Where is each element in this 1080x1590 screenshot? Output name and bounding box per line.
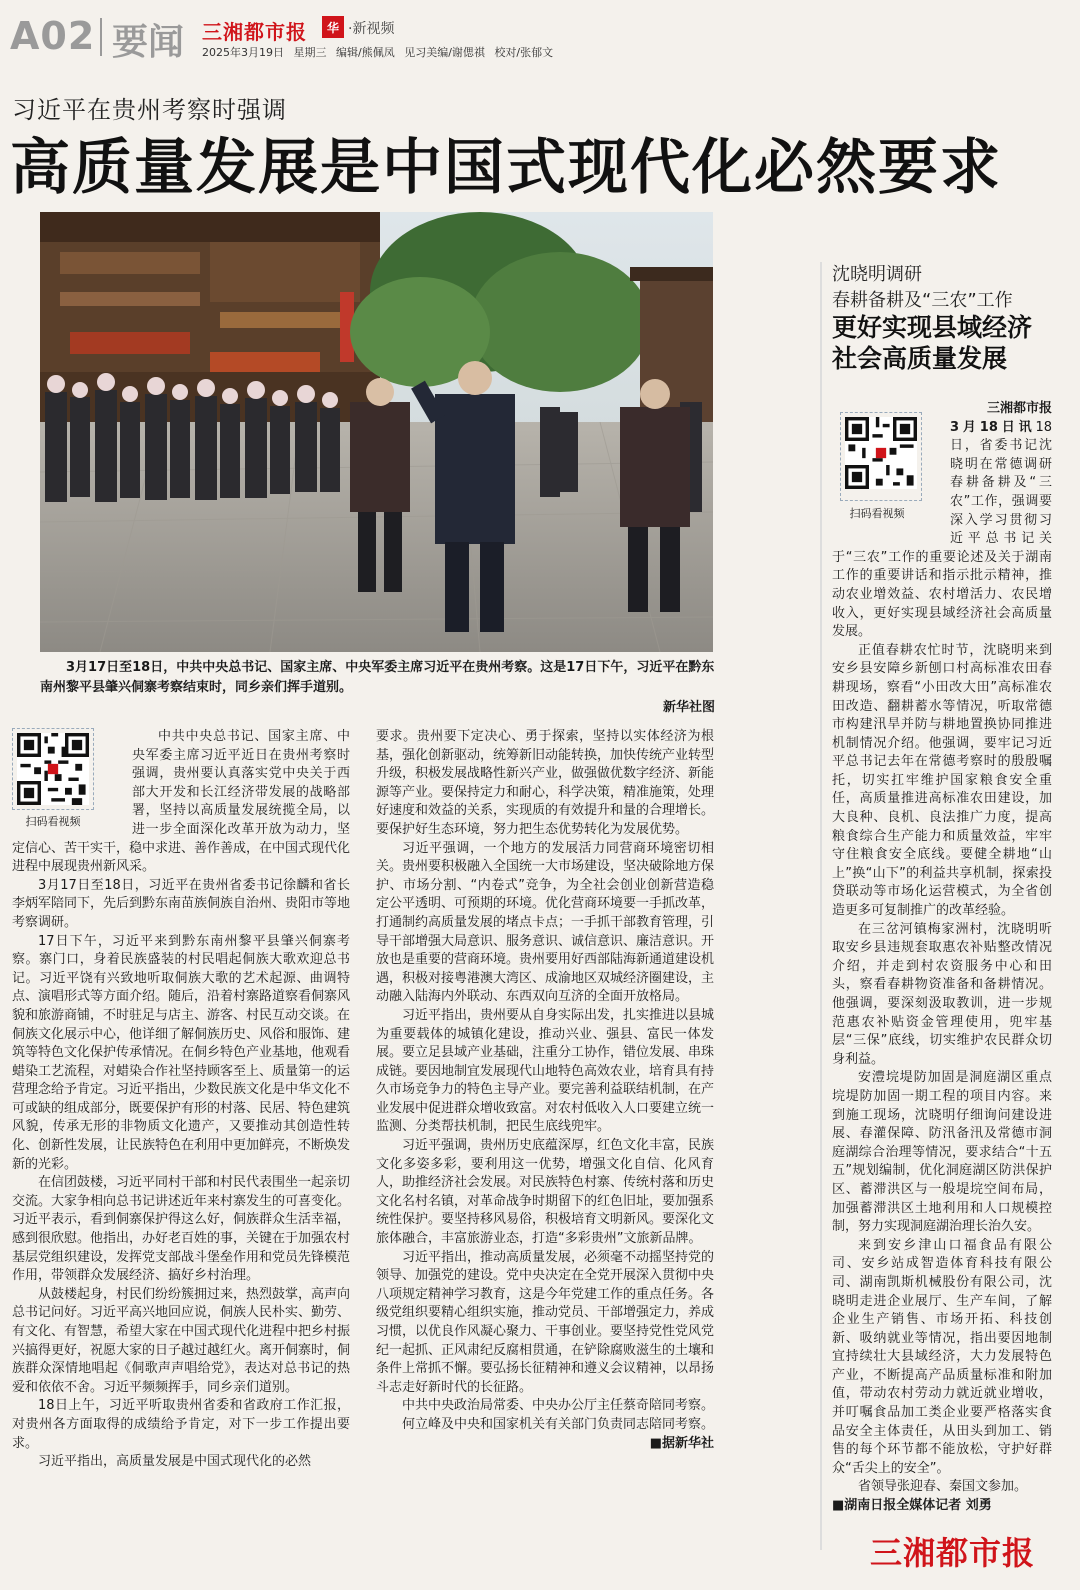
article-paragraph: 中共中央政治局常委、中央办公厅主任蔡奇陪同考察。 bbox=[402, 1398, 715, 1414]
article-paragraph: 要求。贵州要下定决心、勇于探索，坚持以实体经济为根基，强化创新驱动，统筹新旧动能转换，加快传统产业转型升级，积极发展战略性新兴产业，做强做优数字经济、新能源等产业。要保持定力和耐心，科学决策，精准施策，处理好速度和效益的关系，实现质的有效提升和量的合理增长。要保护好生态环境，努力把生态优势转化为发展优势。 bbox=[376, 729, 715, 837]
sidebar-column bbox=[832, 400, 1052, 1516]
sidebar-title bbox=[832, 312, 1032, 374]
article-paragraph: 17日下午，习近平来到黔东南州黎平县肇兴侗寨考察。寨门口，身着民族盛装的村民唱起侗族大歌欢迎总书记。习近平饶有兴致地听取侗族大歌的艺术起源、曲调特点、演唱形式等方面介绍。随后，沿着村寨路道察看侗寨风貌和旅游商铺，不时驻足与店主、游客、村民互动交谈。在侗族文化展示中心，他详细了解侗族历史、风俗和服饰、建筑等特色文化保护传承情况。在侗乡特色产业基地，他观看蜡染工艺流程，对蜡染合作社坚持顾客至上、质量第一的运营理念给予肯定。习近平指出，少数民族文化是中华文化不可或缺的组成部分，既要保护有形的村落、民居、特色建筑风貌，传承无形的非物质文化遗产，又要推动其创造性转化、创新性发展，让民族特色在利用中更加鲜亮，不断焕发新的光彩。 bbox=[12, 933, 351, 1172]
sidebar-title-line: 社会高质量发展 bbox=[832, 344, 1008, 373]
masthead-divider bbox=[100, 18, 102, 56]
sidebar-qr-block bbox=[832, 400, 950, 536]
news-photo-illustration bbox=[40, 212, 713, 652]
photo-caption-block bbox=[40, 658, 715, 718]
article-title: 高质量发展是中国式现代化必然要求 bbox=[10, 133, 1002, 203]
article-paragraph: 从鼓楼起身，村民们纷纷簇拥过来，热烈鼓掌，高声向总书记问好。习近平高兴地回应说，侗族人民朴实、勤劳、有文化、有智慧，希望大家在中国式现代化进程中把乡村振兴搞得更好，祝愿大家的日子越过越红火。离开侗寨时，侗族群众深情地唱起《侗歌声声唱给党》，表达对总书记的热爱和依依不舍。习近平频频挥手，同乡亲们道别。 bbox=[12, 1286, 351, 1395]
article-paragraph: 3月17日至18日，习近平在贵州省委书记徐麟和省长李炳军陪同下，先后到黔东南苗族侗族自治州、贵阳市等地考察调研。 bbox=[12, 877, 351, 930]
section-name: 要闻 bbox=[112, 22, 185, 63]
article-paragraph: 在三岔河镇梅家洲村，沈晓明听取安乡县违规套取惠农补贴整改情况介绍，并走到村农资服务中心和田头，察看春耕物资准备和备耕情况。他强调，要深刻汲取教训，进一步规范惠农补贴资金管理使用，兜牢基层“三保”底线，切实维护农民群众切身利益。 bbox=[832, 921, 1052, 1067]
masthead-meta bbox=[202, 44, 559, 60]
qr-code-icon bbox=[17, 733, 89, 805]
issue-weekday: 星期三 bbox=[293, 46, 327, 59]
issue-date: 2025年3月19日 bbox=[202, 46, 284, 59]
article-paragraph: 习近平强调，一个地方的发展活力同营商环境密切相关。贵州要积极融入全国统一大市场建设，坚决破除地方保护、市场分割、“内卷式”竞争，为全社会创业创新营造稳定公平透明、可预期的环境。优化营商环境要一手抓改革，打通制约高质量发展的堵点卡点；一手抓干部教育管理，引导干部增强大局意识、服务意识、诚信意识、廉洁意识。开放也是重要的营商环境。贵州要用好西部陆海新通道建设机遇，积极对接粤港澳大湾区、成渝地区双城经济圈建设，主动融入陆海内外联动、东西双向互济的全面开放格局。 bbox=[376, 840, 715, 1005]
brand-mark-icon: 华 bbox=[322, 16, 344, 38]
editor-credit: 编辑/熊佩凤 bbox=[336, 46, 395, 59]
article-column-1 bbox=[12, 728, 350, 1472]
sidebar-kicker-line: 沈晓明调研 bbox=[832, 264, 922, 285]
article-paragraph: 安澧垸堤防加固是洞庭湖区重点垸堤防加固一期工程的项目内容。来到施工现场，沈晓明仔细询问建设进展、春灌保障、防汛备汛及常德市洞庭湖综合治理等情况，要求结合“十五五”规划编制，优化洞庭湖区防洪保护区、蓄滞洪区与一般堤垸空间布局，加强蓄滞洪区土地利用和人口规模控制，努力实现洞庭湖治理长治久安。 bbox=[832, 1070, 1052, 1235]
sidebar-kicker-line: 春耕备耕及“三农”工作 bbox=[832, 290, 1013, 311]
footer-logo: 三湘都市报 bbox=[870, 1534, 1036, 1572]
article-paragraph: 习近平强调，贵州历史底蕴深厚，红色文化丰富，民族文化多姿多彩，要利用这一优势，增强文化自信、化风育人，助推经济社会发展。对民族特色村寨、传统村落和历史文化名村名镇，对革命战争时期留下的红色旧址，要加强系统性保护。要坚持移风易俗，积极培育文明新风。要深化文旅体融合，丰富旅游业态，打造“多彩贵州”文旅新品牌。 bbox=[376, 1138, 715, 1247]
sidebar-dateline-source: 三湘都市报 bbox=[986, 401, 1052, 416]
sidebar-dateline: 3月18日讯 bbox=[950, 419, 1036, 435]
sidebar-qr-frame[interactable] bbox=[840, 412, 922, 501]
page-number: A02 bbox=[10, 14, 96, 58]
news-photo bbox=[40, 212, 713, 652]
article-paragraph: 正值春耕农忙时节，沈晓明来到安乡县安障乡新刨口村高标准农田春耕现场，察看“小田改大田”高标准农田改造、翻耕蓄水等情况，听取常德市构建汛旱并防与耕地置换协同推进机制情况介绍。他强调，要牢记习近平总书记去年在常德考察时的殷殷嘱托，切实扛牢维护国家粮食安全重任，高质量推进高标准农田建设，加大良种、良机、良法推广力度，提高粮食综合生产能力和质量效益，牢牢守住粮食安全底线。要健全耕地“山上”换“山下”的利益共享机制，探索投贷联动等市场化运营模式，为全省创造更多可复制推广的改革经验。 bbox=[832, 642, 1052, 919]
photo-caption: 3月17日至18日，中共中央总书记、国家主席、中央军委主席习近平在贵州考察。这是17日下午，习近平在黔东南州黎平县肇兴侗寨考察结束时，同乡亲们挥手道别。 bbox=[40, 660, 715, 695]
photo-credit: 新华社图 bbox=[662, 700, 715, 715]
sidebar-divider bbox=[820, 262, 822, 1550]
qr-label: 扫码看视频 bbox=[25, 815, 81, 828]
article-column-2 bbox=[376, 728, 714, 1453]
article-source: ■据新华社 bbox=[649, 1435, 714, 1451]
article-paragraph: 18日，省委书记沈晓明在常德调研春耕备耕及“三农”工作，强调要深入学习贯彻习近平总书记关于“三农”工作的重要论述及关于湖南工作的重要讲话和指示批示精神，推动农业增效益、农村增活力、农民增收入，更好实现县域经济社会高质量发展。 bbox=[832, 419, 1052, 640]
article-paragraph: 在信团鼓楼，习近平同村干部和村民代表围坐一起亲切交流。大家争相向总书记讲述近年来村寨发生的可喜变化。习近平表示，看到侗寨保护得这么好，侗族群众生活幸福，感到很欣慰。他指出，办好老百姓的事，关键在于加强农村基层党组织建设，发挥党支部战斗堡垒作用和党员先锋模范作用，带领群众发展经济、搞好乡村治理。 bbox=[12, 1175, 351, 1284]
proofreader-credit: 校对/张郁文 bbox=[494, 46, 554, 59]
article-paragraph: 习近平指出，贵州要从自身实际出发，扎实推进以县城为重要载体的城镇化建设，推动兴业、强县、富民一体发展。要立足县域产业基础，注重分工协作，错位发展、串珠成链。要因地制宜发展现代山地特色高效农业，培育具有持久市场竞争力的特色主导产业。要完善利益联结机制，在产业发展中促进群众增收致富。对农村低收入人口要建立统一监测、分类帮扶机制，把民生底线兜牢。 bbox=[376, 1007, 715, 1135]
newspaper-logo: 三湘都市报 bbox=[202, 20, 307, 44]
article-paragraph: 何立峰及中央和国家机关有关部门负责同志陪同考察。 bbox=[402, 1416, 715, 1432]
article-paragraph: 习近平指出，高质量发展是中国式现代化的必然 bbox=[38, 1454, 312, 1470]
article-paragraph: 来到安乡津山口福食品有限公司、安乡站成智造体育科技有限公司、湖南凯斯机械股份有限公司，沈晓明走进企业展厅、生产车间，了解企业生产销售、市场开拓、科技创新、吸纳就业等情况，指出要因地制宜持续壮大县域经济，大力发展特色产业，不断提高产品质量标准和附加值，带动农村劳动力就近就业增收，并叮嘱食品加工类企业要严格落实食品安全主体责任，从田头到加工、销售的每个环节都不能放松，守护好群众“舌尖上的安全”。 bbox=[832, 1237, 1052, 1476]
sidebar-title-line: 更好实现县域经济 bbox=[832, 313, 1033, 342]
video-brand: ·新视频 bbox=[348, 21, 395, 37]
sidebar-kicker bbox=[832, 262, 1013, 314]
article-paragraph: 18日上午，习近平听取贵州省委和省政府工作汇报，对贵州各方面取得的成绩给予肯定，对下一步工作提出要求。 bbox=[12, 1398, 350, 1451]
qr-code-icon bbox=[845, 417, 917, 489]
article-paragraph: 省领导张迎春、秦国文参加。 bbox=[858, 1479, 1028, 1495]
sidebar-byline: ■湖南日报全媒体记者 刘勇 bbox=[832, 1498, 992, 1514]
intern-editor-credit: 见习美编/谢偲祺 bbox=[404, 46, 485, 59]
article-paragraph: 中共中央总书记、国家主席、中央军委主席习近平近日在贵州考察时强调，贵州要认真落实党中央关于西部大开发和长江经济带发展的战略部署，坚持以高质量发展统揽全局，以进一步全面深化改革开放为动力，坚定信心、苦干实干，稳中求进、善作善成，在中国式现代化进程中展现贵州新风采。 bbox=[12, 729, 351, 875]
qr-block bbox=[12, 728, 132, 828]
article-kicker: 习近平在贵州考察时强调 bbox=[12, 96, 287, 124]
qr-code-frame[interactable] bbox=[12, 728, 94, 810]
sidebar-qr-label: 扫码看视频 bbox=[849, 506, 905, 520]
article-paragraph: 习近平指出，推动高质量发展，必须毫不动摇坚持党的领导、加强党的建设。党中央决定在全党开展深入贯彻中央八项规定精神学习教育，这是今年党建工作的重点任务。各级党组织要精心组织实施，推动党员、干部增强定力，养成习惯，以优良作风凝心聚力、干事创业。要坚持党性党风党纪一起抓、正风肃纪反腐相贯通，在铲除腐败滋生的土壤和条件上常抓不懈。要弘扬长征精神和遵义会议精神，以昂扬斗志走好新时代的长征路。 bbox=[376, 1249, 715, 1395]
